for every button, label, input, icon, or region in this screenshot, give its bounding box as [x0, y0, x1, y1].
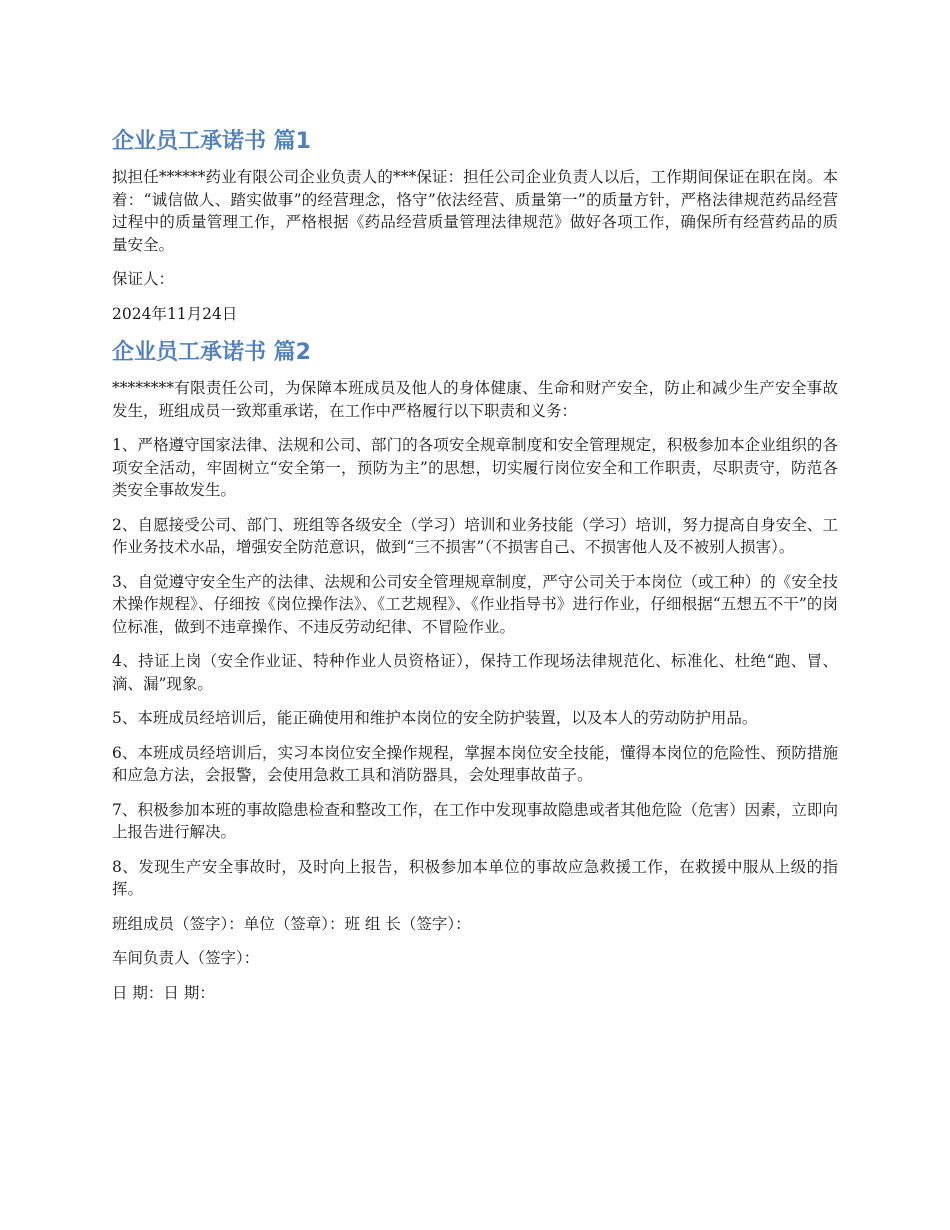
section-2-item-6: 6、本班成员经培训后，实习本岗位安全操作规程，掌握本岗位安全技能，懂得本岗位的危险性、预防措施和应急方法，会报警，会使用急救工具和消防器具，会处理事故苗子。	[112, 743, 838, 784]
section-1-date: 2024年11月24日	[112, 304, 238, 323]
section-2-item-3: 3、自觉遵守安全生产的法律、法规和公司安全管理规章制度，严守公司关于本岗位（或工种）的《安全技术操作规程》、仔细按《岗位操作法》、《工艺规程》、《作业指导书》进行作业，仔细根据“五想五不干”的岗位标准，做到不违章操作、不违反劳动纪律、不冒险作业。	[112, 572, 838, 636]
section-2-date-line: 日 期：日 期：	[112, 983, 215, 1002]
section-2-item-7: 7、积极参加本班的事故隐患检查和整改工作，在工作中发现事故隐患或者其他危险（危害）因素，立即向上报告进行解决。	[112, 800, 838, 841]
section-1-paragraph-1: 拟担任******药业有限公司企业负责人的***保证：担任公司企业负责人以后，工作期间保证在职在岗。本着：“诚信做人、踏实做事”的经营理念，恪守”依法经营、质量第一”的质量方针，严格法律规范药品经营过程中的质量管理工作，严格根据《药品经营质量管理法律规范》做好各项工作，确保所有经营药品的质量安全。	[112, 168, 838, 254]
section-2-title: 企业员工承诺书 篇2	[112, 340, 311, 365]
section-2-item-4: 4、持证上岗（安全作业证、特种作业人员资格证），保持工作现场法律规范化、标准化、杜绝“跑、冒、滴、漏”现象。	[112, 652, 838, 693]
section-2-intro: ********有限责任公司，为保障本班成员及他人的身体健康、生命和财产安全，防止和减少生产安全事故发生，班组成员一致郑重承诺，在工作中严格履行以下职责和义务：	[112, 379, 838, 420]
section-1-guarantor: 保证人：	[112, 270, 175, 288]
section-2-item-8: 8、发现生产安全事故时，及时向上报告，积极参加本单位的事故应急救援工作，在救援中服从上级的指挥。	[112, 857, 838, 898]
section-2-workshop-signature: 车间负责人（签字）：	[112, 949, 260, 967]
section-1-title: 企业员工承诺书 篇1	[112, 129, 311, 154]
section-2-item-5: 5、本班成员经培训后，能正确使用和维护本岗位的安全防护装置，以及本人的劳动防护用品。	[112, 709, 758, 727]
section-2-item-1: 1、严格遵守国家法律、法规和公司、部门的各项安全规章制度和安全管理规定，积极参加本企业组织的各项安全活动，牢固树立“安全第一，预防为主”的思想，切实履行岗位安全和工作职责，尽职责守，防范各类安全事故发生。	[112, 436, 838, 499]
section-2-signature-line: 班组成员（签字）：单位（签章）：班 组 长（签字）：	[112, 914, 471, 933]
section-2-item-2: 2、自愿接受公司、部门、班组等各级安全（学习）培训和业务技能（学习）培训，努力提高自身安全、工作业务技术水品，增强安全防范意识，做到“三不损害”（不损害自己、不损害他人及不被别人损害）。	[112, 515, 838, 556]
